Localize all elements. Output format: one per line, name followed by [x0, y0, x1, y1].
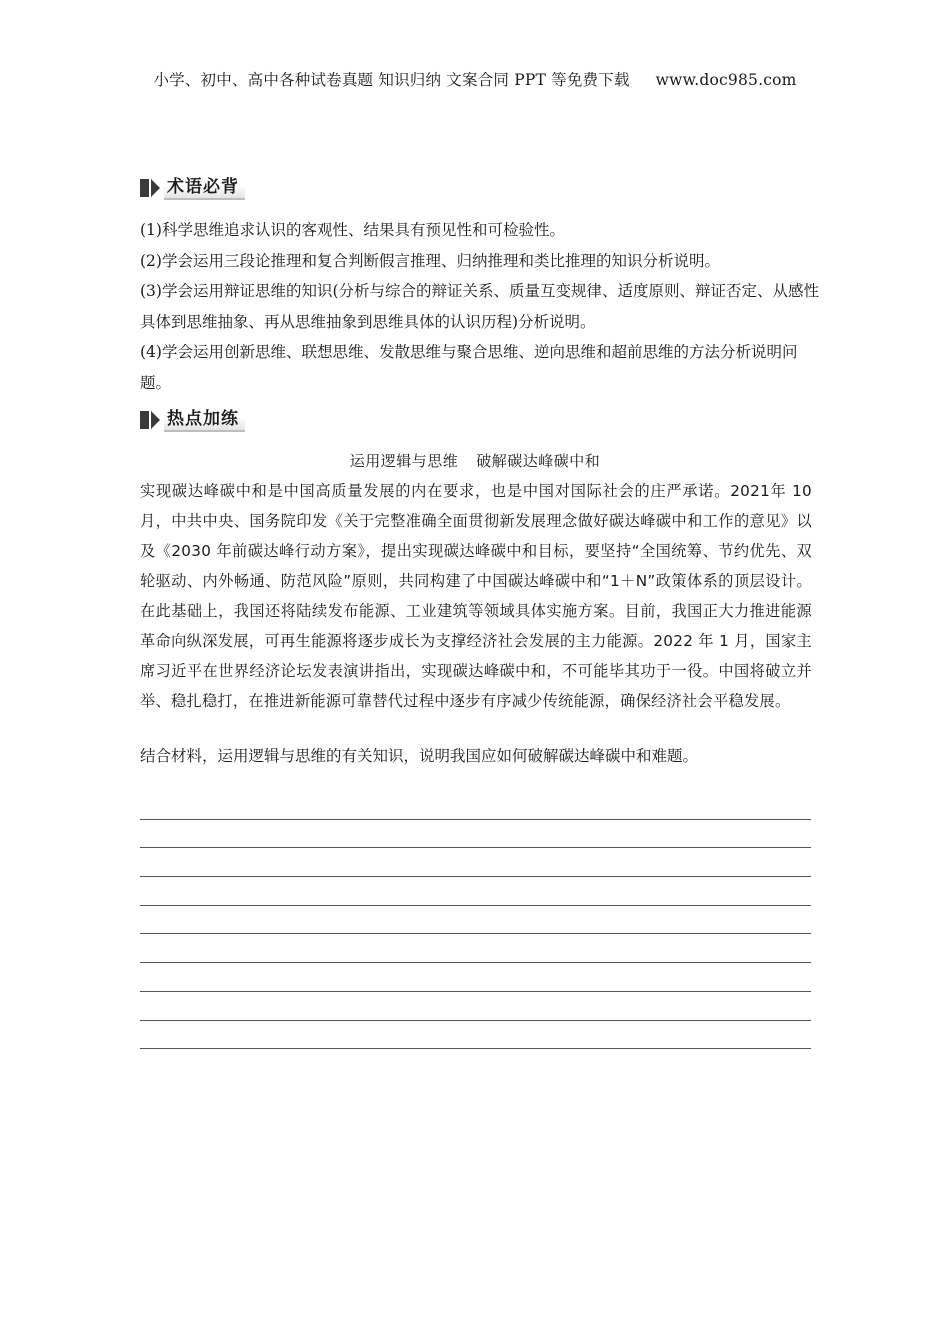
term-item: (4)学会运用创新思维、联想思维、发散思维与聚合思维、逆向思维和超前思维的方法分析说明问题。: [140, 343, 798, 392]
terms-list: [140, 215, 820, 398]
passage-title-left: 运用逻辑与思维: [349, 452, 459, 470]
answer-line[interactable]: [140, 934, 811, 963]
section-marker-icon: [140, 411, 160, 429]
section-title-terms-label: 术语必背: [164, 176, 245, 200]
answer-line[interactable]: [140, 963, 811, 992]
header-site: www.doc985.com: [655, 71, 797, 89]
answer-line[interactable]: [140, 906, 811, 935]
section-title-practice-label: 热点加练: [164, 408, 245, 432]
question-prompt: 结合材料，运用逻辑与思维的有关知识，说明我国应如何破解碳达峰碳中和难题。: [140, 747, 699, 765]
term-item: (1)科学思维追求认识的客观性、结果具有预见性和可检验性。: [140, 221, 565, 239]
answer-line[interactable]: [140, 1021, 811, 1050]
term-item: (2)学会运用三段论推理和复合判断假言推理、归纳推理和类比推理的知识分析说明。: [140, 251, 720, 270]
answer-line[interactable]: [140, 992, 811, 1021]
answer-area[interactable]: [140, 791, 811, 1049]
section-title-practice: [140, 408, 245, 432]
section-title-terms: [140, 176, 245, 200]
header-text: 小学、初中、高中各种试卷真题 知识归纳 文案合同 PPT 等免费下载: [153, 71, 630, 89]
passage-title: [0, 450, 950, 471]
answer-line[interactable]: [140, 791, 811, 820]
passage-body: 实现碳达峰碳中和是中国高质量发展的内在要求，也是中国对国际社会的庄严承诺。2021年 10 月，中共中央、国务院印发《关于完整准确全面贯彻新发展理念做好碳达峰碳中和工作的意见》以及《2030 年前碳达峰行动方案》，提出实现碳达峰碳中和目标，要坚持“全国统筹、节约优先、双轮驱动、内外畅通、防范风险”原则，共同构建了中国碳达峰碳中和“1＋N”政策体系的顶层设计。在此基础上，我国还将陆续发布能源、工业建筑等领域具体实施方案。目前，我国正大力推进能源革命向纵深发展，可再生能源将逐步成长为支撑经济社会发展的主力能源。2022 年 1 月，国家主席习近平在世界经济论坛发表演讲指出，实现碳达峰碳中和，不可能毕其功于一役。中国将破立并举、稳扎稳打，在推进新能源可靠替代过程中逐步有序减少传统能源，确保经济社会平稳发展。: [140, 482, 812, 710]
section-marker-icon: [140, 179, 160, 197]
term-item: (3)学会运用辩证思维的知识(分析与综合的辩证关系、质量互变规律、适度原则、辩证否定、从感性具体到思维抽象、再从思维抽象到思维具体的认识历程)分析说明。: [140, 282, 820, 331]
answer-line[interactable]: [140, 848, 811, 877]
passage-title-right: 破解碳达峰碳中和: [476, 452, 601, 470]
answer-line[interactable]: [140, 877, 811, 906]
answer-line[interactable]: [140, 820, 811, 849]
page-header: [0, 68, 950, 90]
